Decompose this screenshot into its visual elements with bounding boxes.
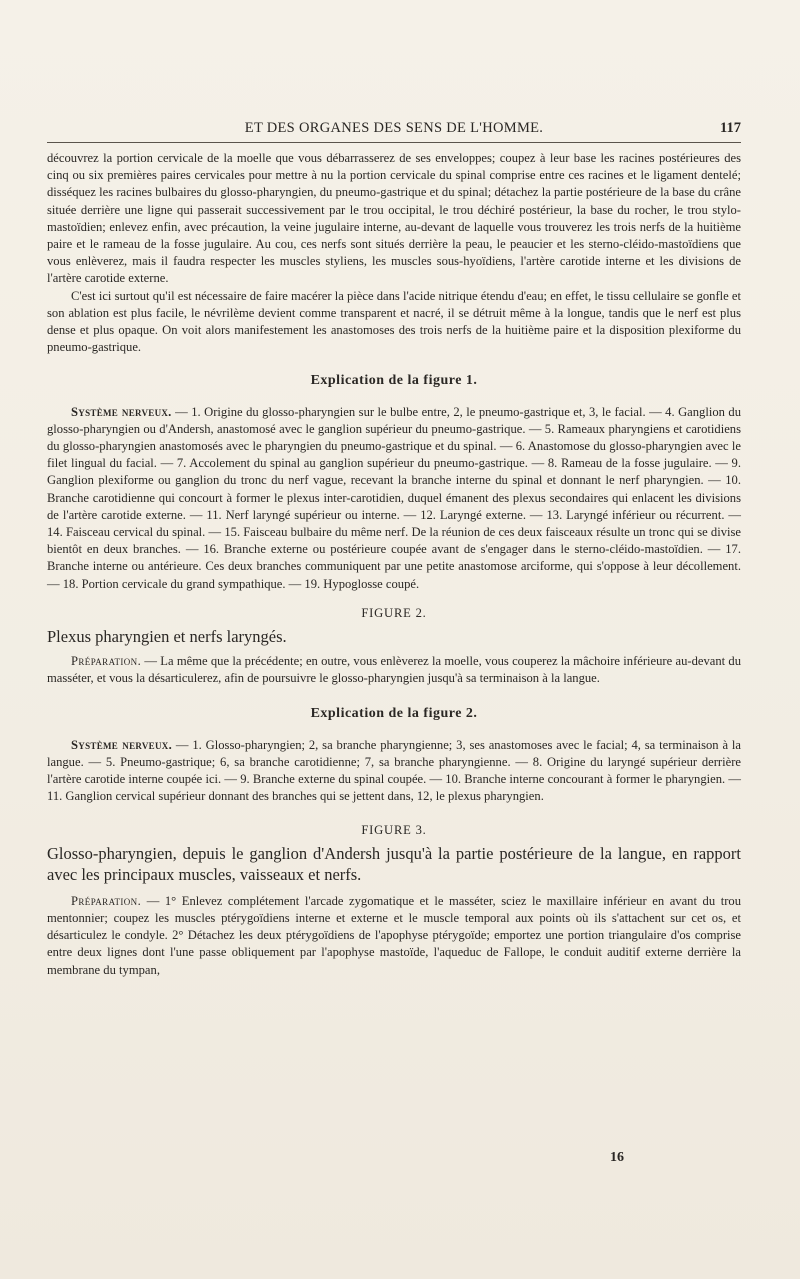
figure-1-legend-text: — 1. Origine du glosso-pharyngien sur le bulbe entre, 2, le pneumo-gastrique et, 3, le facial. — 4. Ganglion du glosso-pharyngien ou d'Andersh, anastomosé avec le ganglion supérieur du pneumo-gastrique. — 5. Rameaux pharyngiens et carotidiens du glosso-pharyngien anastomosés avec le pharyngien du pneumo-gastrique et du spinal. — 6. Anastomose du glosso-pharyngien avec le filet lingual du facial. — 7. Accolement du spinal au ganglion supérieur du pneumo-gastrique. — 8. Rameau de la fosse jugulaire. — 9. Ganglion plexiforme ou ganglion du tronc du nerf vague, recevant la branche interne du spinal et donnant le nerf pharyngien. — 10. Branche carotidienne qui concourt à former le plexus inter-carotidien, duquel émanent des plexus secondaires qui enlacent les divisions de l'artère carotide externe. — 11. Nerf laryngé supérieur ou interne. — 12. Laryngé externe. — 13. Laryngé inférieur ou récurrent. — 14. Faisceau cervical du spinal. — 15. Faisceau bulbaire du même nerf. De la réunion de ces deux faisceaux résulte un tronc qui se divise bientôt en deux branches. — 16. Branche externe ou postérieure coupée avant de s'engager dans le sterno-cléido-mastoïdien. — 17. Branche interne ou antérieure. Ces deux branches communiquent par une petite anastomose arciforme, qui s'oppose à leur décollement. — 18. Portion cervicale du grand sympathique. — 19. Hypoglosse coupé. — [47, 404, 742, 591]
figure-1-legend-label: Système nerveux. — [71, 404, 172, 419]
figure-2-preparation-text: — La même que la précédente; en outre, vous enlèverez la moelle, vous couperez la mâchoire inférieure au-devant du masséter, et vous la désarticulerez, afin de poursuivre le glosso-pharyngien jusqu'à sa terminaison à la langue. — [47, 654, 741, 686]
figure-2-label: FIGURE 2. — [361, 605, 427, 620]
running-title: ET DES ORGANES DES SENS DE L'HOMME. — [244, 120, 544, 136]
paragraph-dissection: découvrez la portion cervicale de la moelle que vous débarrasserez de ses enveloppes; coupez à leur base les racines postérieures des cinq ou six premières paires cervicales pour mettre à nu la portion cervicale du spinal comprise entre ces racines et le ligament dentelé; disséquez les racines bulbaires du glosso-pharyngien, du pneumo-gastrique et du spinal; détachez la partie postérieure de la base du crâne située derrière une ligne qui passerait successivement par le trou occipital, le trou déchiré postérieur, la base du rocher, le trou stylo-mastoïdien; enlevez enfin, avec précaution, la veine jugulaire interne, au-devant de laquelle vous trouverez les trois nerfs de la huitième paire et le rameau de la fosse jugulaire. Au cou, ces nerfs sont situés derrière la peau, le peaucier et les sterno-cléido-mastoïdiens que vous enlèverez, mais il faudra respecter les muscles styliens, les muscles sous-hyoïdiens, l'artère carotide interne et les divisions de l'artère carotide externe. — [47, 151, 741, 286]
page-body — [47, 150, 741, 979]
figure-3-preparation-label: Préparation. — [71, 893, 142, 908]
figure-2-preparation-label: Préparation. — [71, 654, 142, 669]
figure-3-preparation — [47, 893, 741, 979]
figure-3-title: Glosso-pharyngien, depuis le ganglion d'Andersh jusqu'à la partie postérieure de la langue, en rapport avec les principaux muscles, vaisseaux et nerfs. — [47, 843, 741, 884]
figure-2-preparation — [47, 653, 741, 687]
figure-2-legend-text: — 1. Glosso-pharyngien; 2, sa branche pharyngienne; 3, ses anastomoses avec le facial; 4, sa terminaison à la langue. — 5. Pneumo-gastrique; 6, sa branche carotidienne; 7, sa branche pharyngienne. — 8. Origine du laryngé supérieur derrière l'artère carotide interne coupée ici. — 9. Branche externe du spinal coupée. — 10. Branche interne concourant à former le pharyngien. — 11. Ganglion cervical supérieur donnant des branches qui se jettent dans, 12, le plexus pharyngien. — [47, 737, 741, 804]
running-header — [47, 120, 741, 143]
figure-1-legend — [47, 404, 741, 593]
figure-2-title: Plexus pharyngien et nerfs laryngés. — [47, 627, 287, 647]
figure-3-label: FIGURE 3. — [361, 822, 427, 837]
figure-3-preparation-text: — 1° Enlevez complétement l'arcade zygomatique et le masséter, sciez le maxillaire inférieur en avant du trou mentonnier; coupez les muscles ptérygoïdiens interne et externe et le muscle temporal aux points où ils s'attachent sur cet os, et désarticulez le condyle. 2° Détachez les deux ptérygoïdiens de l'apophyse ptérygoïde; emportez une portion triangulaire d'os comprise entre deux lignes dont l'une passe obliquement par l'apophyse mastoïde, l'aqueduc de Fallope, le conduit auditif externe derrière la membrane du tympan, — [47, 893, 741, 977]
signature-mark: 16 — [610, 1150, 624, 1165]
section-heading-figure-2: Explication de la figure 2. — [310, 706, 478, 722]
paragraph-maceration: C'est ici surtout qu'il est nécessaire de faire macérer la pièce dans l'acide nitrique étendu d'eau; en effet, le tissu cellulaire se gonfle et son ablation est plus facile, le névrilème devient comme transparent et nacré, il se détruit même à la longue, tandis que le nerf est plus dense et plus opaque. On voit alors manifestement les anastomoses des trois nerfs de la huitième paire et la disposition plexiforme du pneumo-gastrique. — [47, 288, 741, 355]
page-number: 117 — [720, 120, 741, 136]
figure-2-legend — [47, 737, 741, 806]
section-heading-figure-1: Explication de la figure 1. — [310, 373, 478, 389]
figure-2-legend-label: Système nerveux. — [71, 737, 173, 752]
